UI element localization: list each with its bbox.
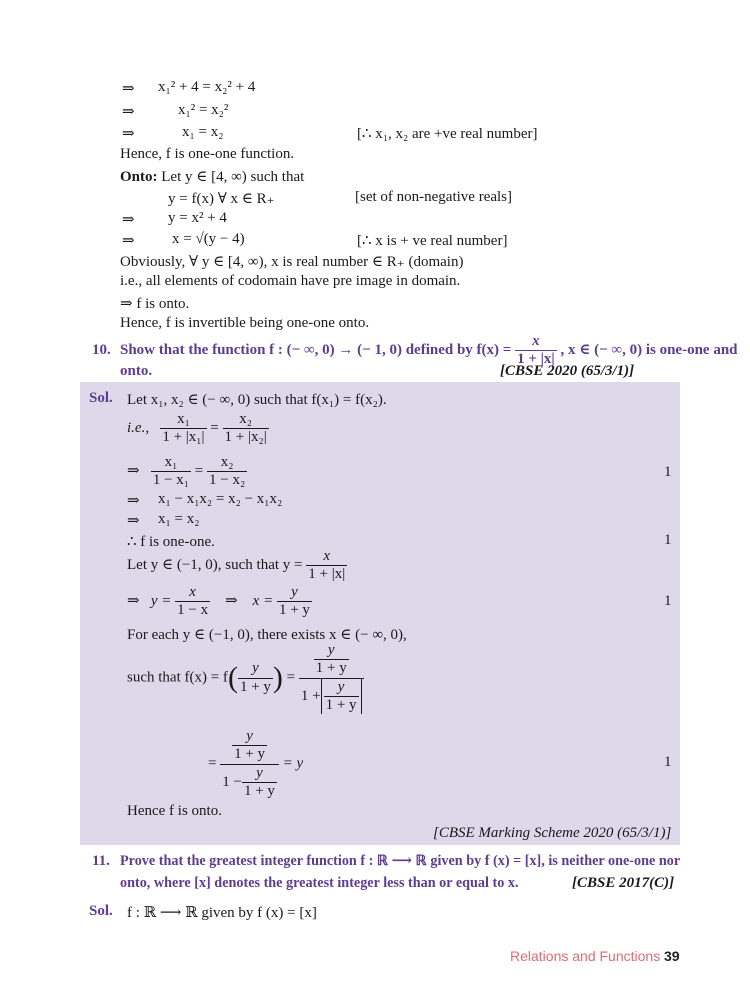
- solution-line: f : ℝ ⟶ ℝ given by f (x) = [x]: [127, 905, 317, 921]
- fraction: [277, 584, 312, 620]
- implies-symbol: ⇒: [122, 104, 135, 120]
- proof-reason: [∴ x is + ve real number]: [357, 233, 508, 249]
- question-text-a: Show that the function f : (− ∞, 0) → (− 1, 0) defined by f(x) =: [120, 342, 512, 359]
- proof-line: y = x² + 4: [168, 210, 227, 226]
- solution-label: Sol.: [89, 390, 113, 406]
- fraction-denominator: 1 + y: [239, 678, 271, 695]
- mark-value: 1: [664, 464, 672, 480]
- fraction-numerator: x₁: [151, 454, 191, 472]
- solution-text: Let y ∈ (−1, 0), such that y =: [127, 557, 303, 574]
- question-text: Prove that the greatest integer function f : ℝ ⟶ ℝ given by f (x) = [x], is neither one-one nor: [120, 853, 681, 869]
- proof-line: x = √(y − 4): [172, 231, 245, 247]
- fraction-denominator: 1 + |x₂|: [224, 429, 267, 446]
- solution-line: For each y ∈ (−1, 0), there exists x ∈ (− ∞, 0),: [127, 627, 407, 643]
- fraction-denominator: 1 + y: [325, 696, 357, 713]
- solution-line: [127, 548, 347, 584]
- fraction-numerator: y: [232, 728, 267, 746]
- fraction: [324, 679, 359, 715]
- fraction-numerator: y: [324, 679, 359, 697]
- page-number: 39: [664, 948, 680, 964]
- solution-line: ⇒ $\frac{\text{x₁}}{\text{1 − x₁}}$ = $\frac{\text{x₂}}{\text{1 − x₂}}$: [127, 454, 246, 489]
- fraction-numerator: [299, 642, 364, 679]
- solution-line: x₁ = x₂: [158, 511, 200, 527]
- fraction-numerator: x₁: [160, 411, 206, 429]
- mark-value: 1: [664, 593, 672, 609]
- solution-text: such that f(x) = f: [127, 669, 228, 686]
- fraction: [220, 728, 279, 800]
- implies-symbol: ⇒: [122, 233, 135, 249]
- question-text-c: onto.: [120, 363, 153, 379]
- implies-symbol: ⇒: [127, 493, 140, 509]
- solution-line: x₁ − x₁x₂ = x₂ − x₁x₂: [158, 491, 283, 507]
- fraction-numerator: y: [242, 765, 277, 783]
- fraction: [223, 411, 269, 447]
- fraction: [232, 728, 267, 764]
- fraction-numerator: [220, 728, 279, 765]
- proof-line: y = f(x) ∀ x ∈ R₊: [168, 191, 275, 207]
- fraction-numerator: y: [238, 660, 273, 678]
- fraction: [160, 411, 206, 447]
- proof-reason: [set of non-negative reals]: [355, 189, 513, 205]
- proof-line: Hence, f is invertible being one-one onto.: [120, 315, 370, 331]
- fraction-denominator: 1 + y: [234, 746, 266, 763]
- mark-value: 1: [664, 532, 672, 548]
- fraction: [207, 454, 247, 490]
- solution-text: 1 +: [300, 687, 321, 704]
- fraction: [306, 548, 347, 584]
- solution-line: i.e., $\frac{\text{x₁}}{\text{1 + |x₁|}}$ = $\frac{\text{x₂}}{\text{1 + |x₂|}}$: [127, 411, 267, 446]
- solution-line: such that f(x) = f( $\frac{y}{1 + y}$ ) = $\frac{y}{1 + y}$ 1 + $\frac{y}{1 + y}$: [127, 642, 364, 714]
- proof-line: x₁ = x₂: [182, 124, 224, 140]
- fraction-numerator: x: [306, 548, 347, 566]
- proof-line: Obviously, ∀ y ∈ [4, ∞), x is real number ∈ R₊ (domain): [120, 254, 464, 270]
- proof-line: x₁² + 4 = x₂² + 4: [158, 79, 256, 95]
- fraction-numerator: x₂: [207, 454, 247, 472]
- question-source: [CBSE 2020 (65/3/1)]: [500, 363, 635, 379]
- fraction-denominator: 1 + y: [315, 660, 347, 677]
- question-number: 11.: [92, 853, 110, 869]
- fraction: [238, 660, 273, 696]
- implies-symbol: ⇒: [122, 126, 135, 142]
- question-text: onto, where [x] denotes the greatest integer less than or equal to x.: [120, 875, 519, 891]
- fraction: [242, 765, 277, 801]
- solution-text: x =: [252, 593, 274, 610]
- fraction-numerator: x: [515, 333, 557, 351]
- fraction-denominator: 1 − x₁: [152, 472, 190, 489]
- solution-line: = $\frac{y}{1 + y}$ 1 − $\frac{y}{1 + y}$ = y: [208, 728, 304, 799]
- fraction-denominator: 1 − x: [177, 602, 209, 619]
- solution-label: Sol.: [89, 903, 113, 919]
- proof-line: Hence, f is one-one function.: [120, 146, 295, 162]
- fraction-denominator: 1 + |x₁|: [162, 429, 205, 446]
- fraction: [175, 584, 210, 620]
- implies-symbol: ⇒: [127, 513, 140, 529]
- question-source: [CBSE 2017(C)]: [572, 875, 675, 891]
- fraction-numerator: x₂: [223, 411, 269, 429]
- solution-line: Hence f is onto.: [127, 803, 222, 819]
- solution-text: 1 −: [222, 773, 242, 790]
- mark-value: 1: [664, 754, 672, 770]
- implies-symbol: ⇒: [122, 81, 135, 97]
- fraction-denominator: 1 − x₂: [209, 472, 246, 489]
- proof-line: ⇒ f is onto.: [120, 296, 190, 312]
- fraction-numerator: y: [277, 584, 312, 602]
- fraction-denominator: 1 + |x|: [308, 566, 346, 583]
- onto-line: [120, 167, 304, 186]
- fraction: [151, 454, 191, 490]
- proof-reason: [∴ x₁, x₂ are +ve real number]: [357, 126, 538, 142]
- fraction-denominator: 1 + y: [243, 782, 275, 799]
- fraction: [299, 642, 364, 714]
- implies-symbol: ⇒: [122, 212, 135, 228]
- question-text: [120, 333, 738, 369]
- onto-text: Let y ∈ [4, ∞) such that: [161, 169, 305, 185]
- fraction-denominator: 1 + |x|: [517, 351, 555, 368]
- question-number: 10.: [92, 342, 111, 358]
- solution-result: = y: [282, 755, 304, 772]
- solution-line: Let x₁, x₂ ∈ (− ∞, 0) such that f(x₁) = f(x₂).: [127, 392, 387, 408]
- proof-line: i.e., all elements of codomain have pre image in domain.: [120, 273, 461, 289]
- fraction-numerator: x: [175, 584, 210, 602]
- fraction: [314, 642, 349, 678]
- onto-label: Onto:: [120, 169, 158, 185]
- solution-line: ∴ f is one-one.: [127, 534, 215, 550]
- question-text-b: , x ∈ (− ∞, 0) is one-one and: [560, 342, 738, 359]
- fraction-numerator: y: [314, 642, 349, 660]
- chapter-title: Relations and Functions: [510, 948, 661, 964]
- fraction-denominator: 1 + y: [278, 602, 310, 619]
- solution-line: ⇒ y = $\frac{x}{1 - x}$ ⇒ x = $\frac{y}{1 + y}$: [127, 584, 310, 619]
- solution-text: y =: [150, 593, 172, 610]
- fraction-denominator: [220, 765, 279, 801]
- solution-source: [CBSE Marking Scheme 2020 (65/3/1)]: [433, 825, 672, 841]
- proof-line: x₁² = x₂²: [178, 102, 229, 118]
- fraction-denominator: [299, 679, 364, 715]
- ie-label: i.e.,: [127, 420, 150, 437]
